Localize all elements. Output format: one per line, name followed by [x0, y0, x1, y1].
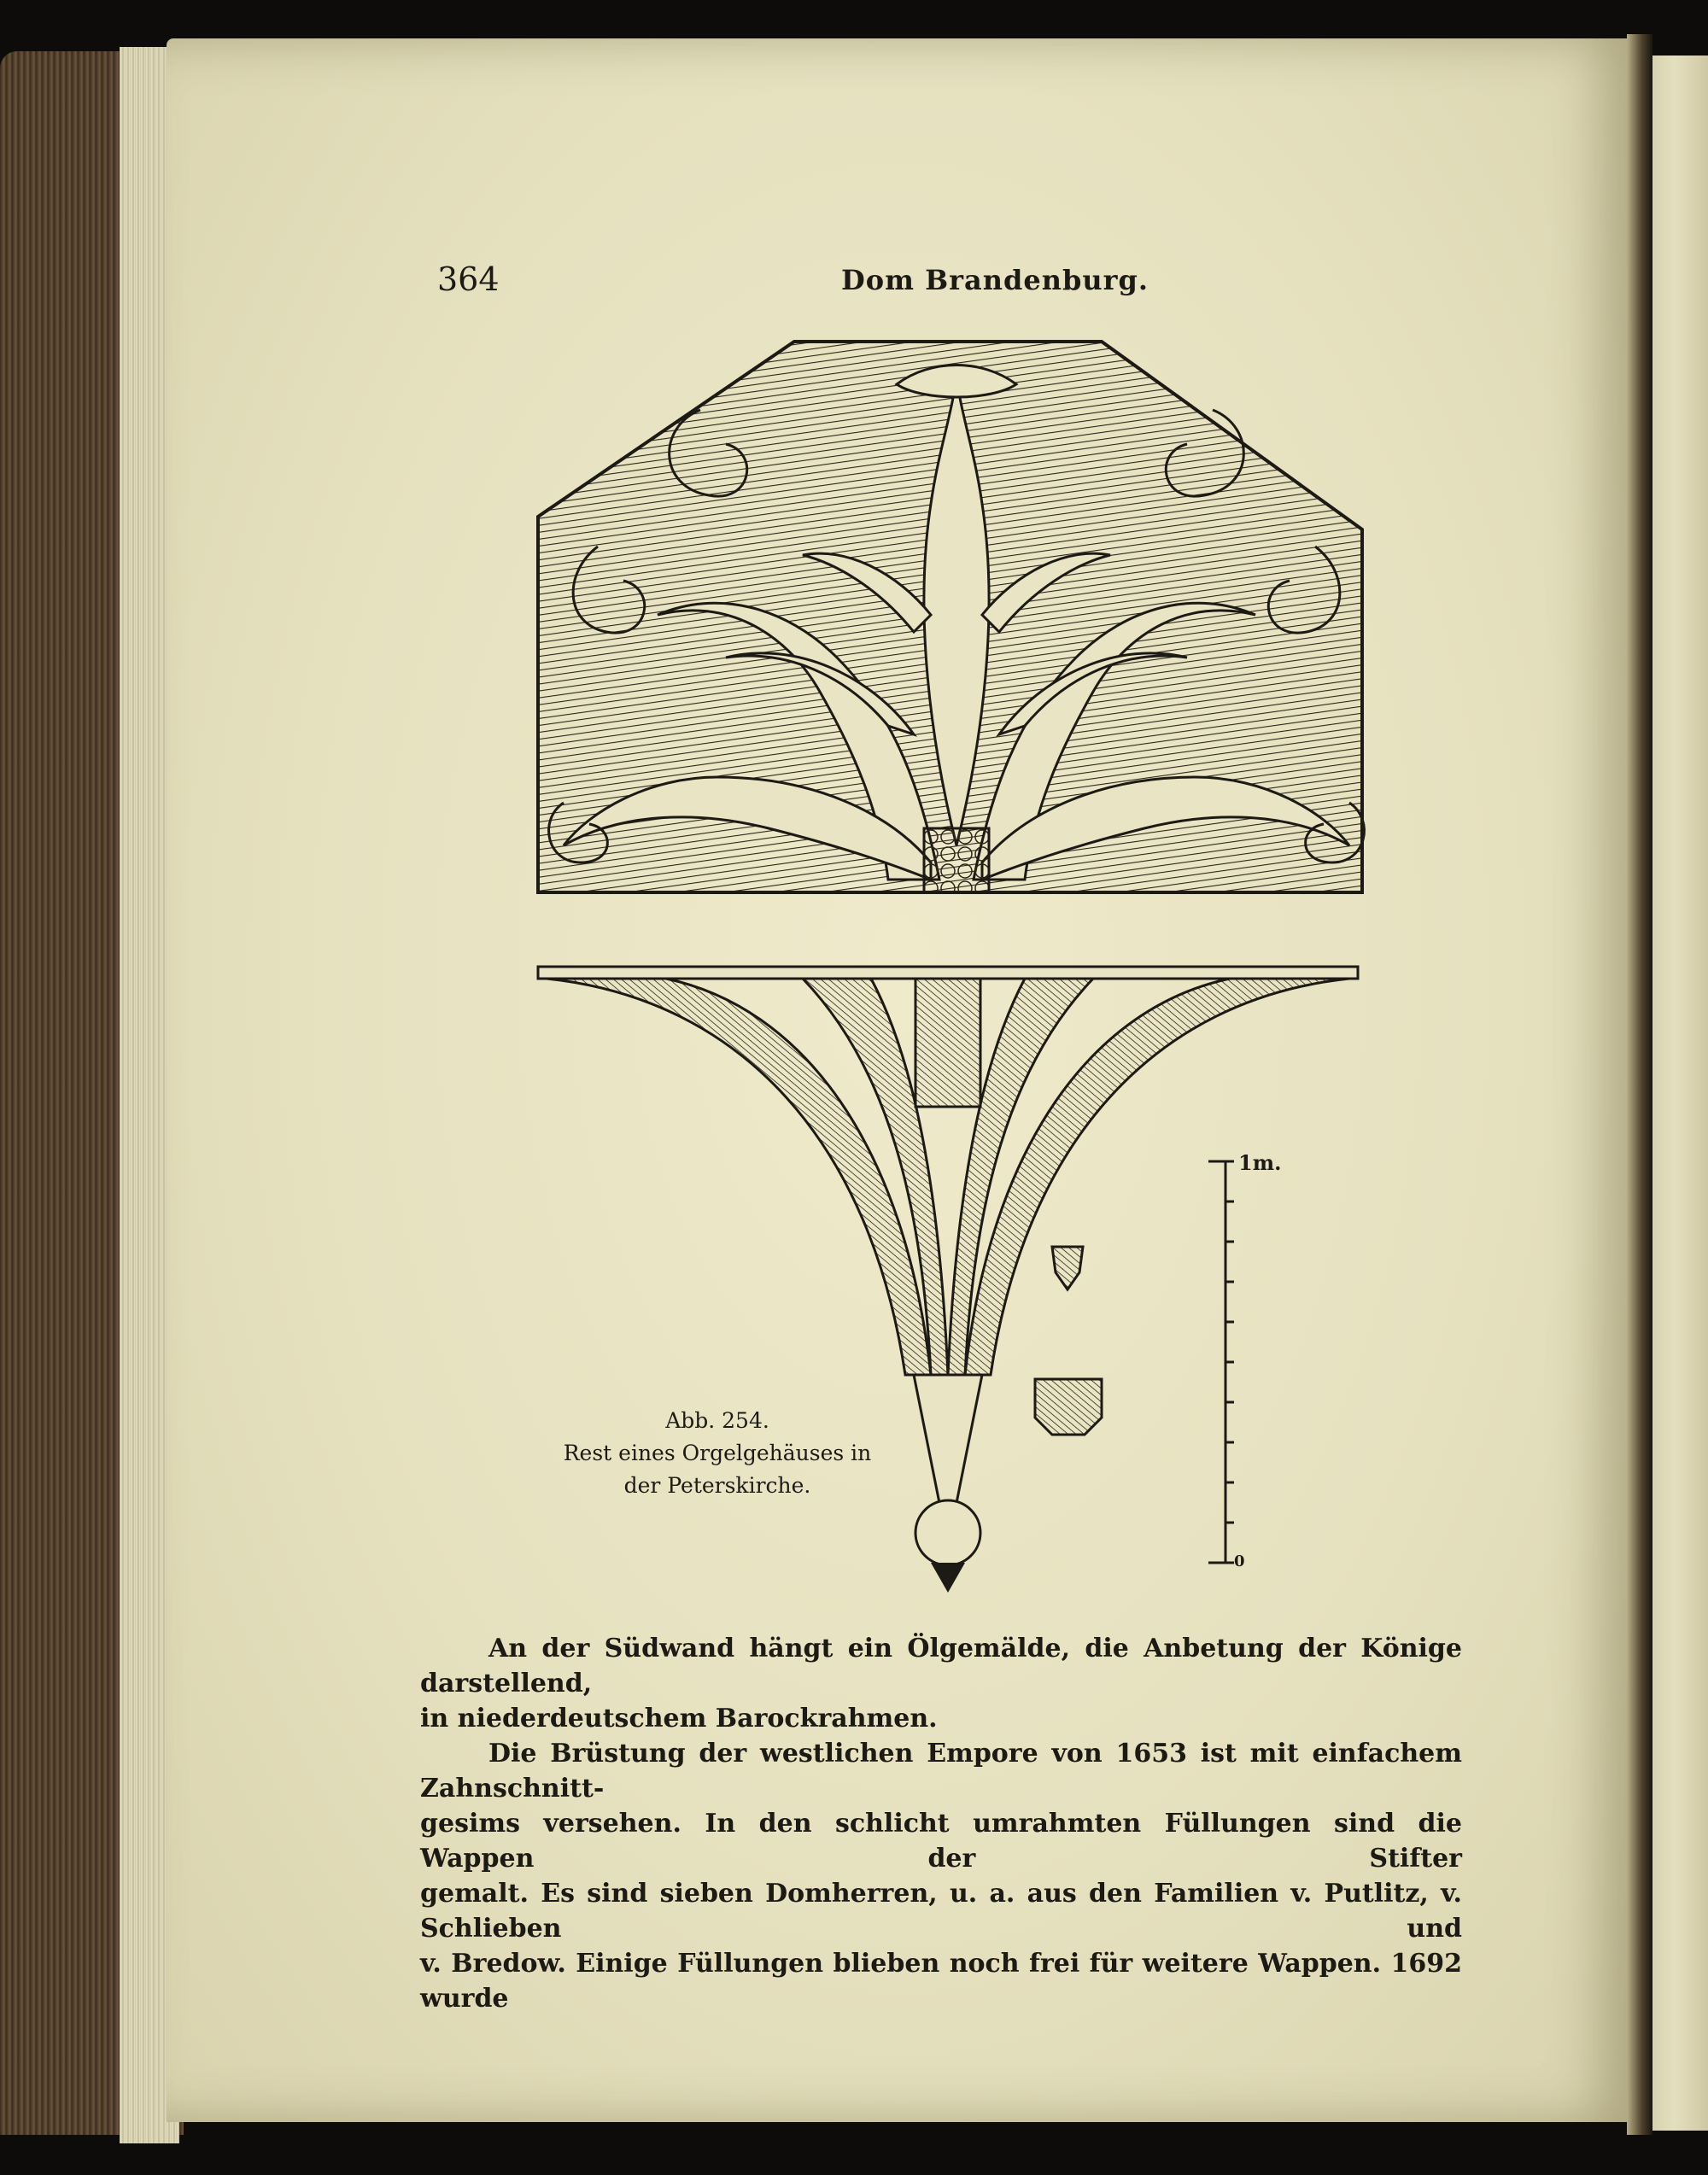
paragraph-1-line-1: An der Südwand hängt ein Ölgemälde, die Anbetung der Könige darstellend, — [420, 1634, 1462, 1698]
page-number: 364 — [437, 260, 500, 298]
caption-line-2: Rest eines Orgelgehäuses in — [563, 1441, 872, 1465]
scale-bottom-label: 0 — [1234, 1552, 1245, 1570]
paragraph-2-line-1: Die Brüstung der westlichen Empore von 1653 ist mit einfachem Zahnschnitt- — [420, 1739, 1462, 1804]
figure-caption — [529, 1405, 905, 1502]
caption-line-3: der Peterskirche. — [623, 1473, 811, 1498]
carved-panel — [538, 342, 1364, 892]
running-title: Dom Brandenburg. — [841, 264, 1149, 296]
paragraph-2-line-4: v. Bredow. Einige Füllungen blieben noch frei für weitere Wappen. 1692 wurde — [420, 1949, 1462, 2014]
page-header — [0, 260, 1708, 312]
scale-bar — [1208, 1161, 1234, 1563]
paragraph-2-line-2: gesims versehen. In den schlicht umrahmten Füllungen sind die Wappen der Stifter — [420, 1809, 1462, 1874]
paragraph-2-line-3: gemalt. Es sind sieben Domherren, u. a. aus den Familien v. Putlitz, v. Schlieben und — [420, 1879, 1462, 1944]
book-gutter — [1627, 34, 1652, 2135]
next-page-edge — [1652, 56, 1708, 2131]
scale-top-label: 1m. — [1238, 1150, 1282, 1175]
caption-line-1: Abb. 254. — [665, 1408, 769, 1433]
profile-sections — [1035, 1247, 1102, 1435]
body-text — [420, 1631, 1462, 2016]
paragraph-1-line-2: in niederdeutschem Barockrahmen. — [420, 1704, 938, 1734]
